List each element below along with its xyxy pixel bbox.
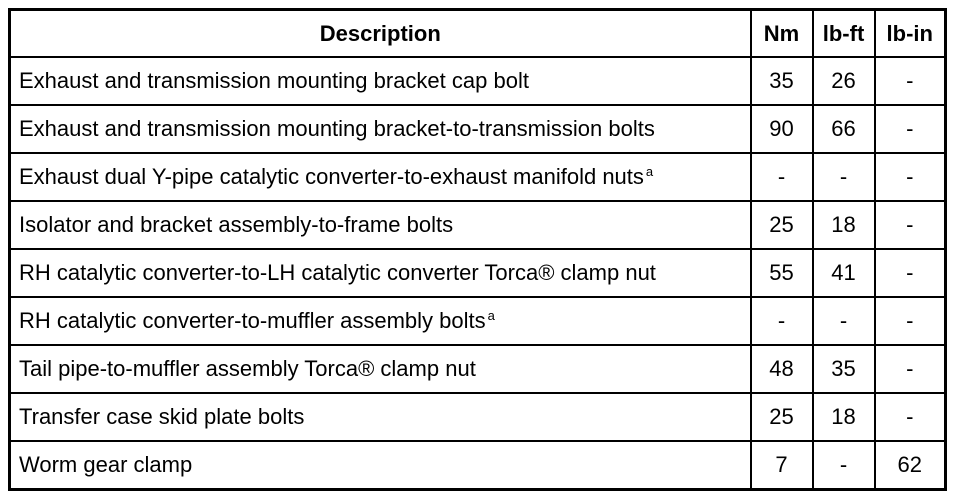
table-row (10, 57, 946, 105)
lbft-cell: 35 (813, 345, 875, 393)
table-row (10, 201, 946, 249)
lbin-cell: - (875, 105, 946, 153)
description-cell (10, 393, 751, 441)
lbft-cell: - (813, 441, 875, 490)
header-row (10, 10, 946, 58)
lbin-cell: - (875, 153, 946, 201)
description-cell (10, 441, 751, 490)
description-cell (10, 57, 751, 105)
description-text: Transfer case skid plate bolts (19, 404, 305, 429)
lbft-cell: 41 (813, 249, 875, 297)
table-row (10, 441, 946, 490)
description-cell (10, 345, 751, 393)
torque-spec-table (8, 8, 947, 491)
table-row (10, 393, 946, 441)
lbin-cell: - (875, 201, 946, 249)
nm-cell: 25 (751, 393, 813, 441)
nm-cell: 7 (751, 441, 813, 490)
lbft-cell: - (813, 153, 875, 201)
description-text: RH catalytic converter-to-muffler assembly bolts (19, 308, 486, 333)
lbft-cell: 26 (813, 57, 875, 105)
description-cell (10, 201, 751, 249)
table-row (10, 249, 946, 297)
description-cell (10, 249, 751, 297)
table-row (10, 105, 946, 153)
lbft-cell: 66 (813, 105, 875, 153)
header-lbft: lb-ft (813, 10, 875, 58)
table-row (10, 297, 946, 345)
description-text: Exhaust dual Y-pipe catalytic converter-to-exhaust manifold nuts (19, 164, 644, 189)
description-cell (10, 105, 751, 153)
description-cell (10, 297, 751, 345)
table-row (10, 153, 946, 201)
lbin-cell: - (875, 249, 946, 297)
lbin-cell: - (875, 345, 946, 393)
nm-cell: 35 (751, 57, 813, 105)
lbin-cell: - (875, 297, 946, 345)
lbft-cell: - (813, 297, 875, 345)
description-text: Worm gear clamp (19, 452, 193, 477)
nm-cell: 55 (751, 249, 813, 297)
header-description: Description (10, 10, 751, 58)
lbft-cell: 18 (813, 393, 875, 441)
torque-spec-table-container (8, 8, 944, 490)
description-text: Exhaust and transmission mounting bracket cap bolt (19, 68, 529, 93)
nm-cell: 90 (751, 105, 813, 153)
nm-cell: - (751, 153, 813, 201)
description-text: Tail pipe-to-muffler assembly Torca® clamp nut (19, 356, 476, 381)
lbin-cell: 62 (875, 441, 946, 490)
description-cell (10, 153, 751, 201)
lbin-cell: - (875, 57, 946, 105)
footnote-marker: a (645, 164, 654, 179)
nm-cell: - (751, 297, 813, 345)
footnote-marker: a (487, 308, 495, 323)
description-text: Isolator and bracket assembly-to-frame bolts (19, 212, 454, 237)
header-lbin: lb-in (875, 10, 946, 58)
description-text: Exhaust and transmission mounting bracket-to-transmission bolts (19, 116, 655, 141)
table-row (10, 345, 946, 393)
lbft-cell: 18 (813, 201, 875, 249)
header-nm: Nm (751, 10, 813, 58)
lbin-cell: - (875, 393, 946, 441)
nm-cell: 25 (751, 201, 813, 249)
nm-cell: 48 (751, 345, 813, 393)
description-text: RH catalytic converter-to-LH catalytic converter Torca® clamp nut (19, 260, 656, 285)
